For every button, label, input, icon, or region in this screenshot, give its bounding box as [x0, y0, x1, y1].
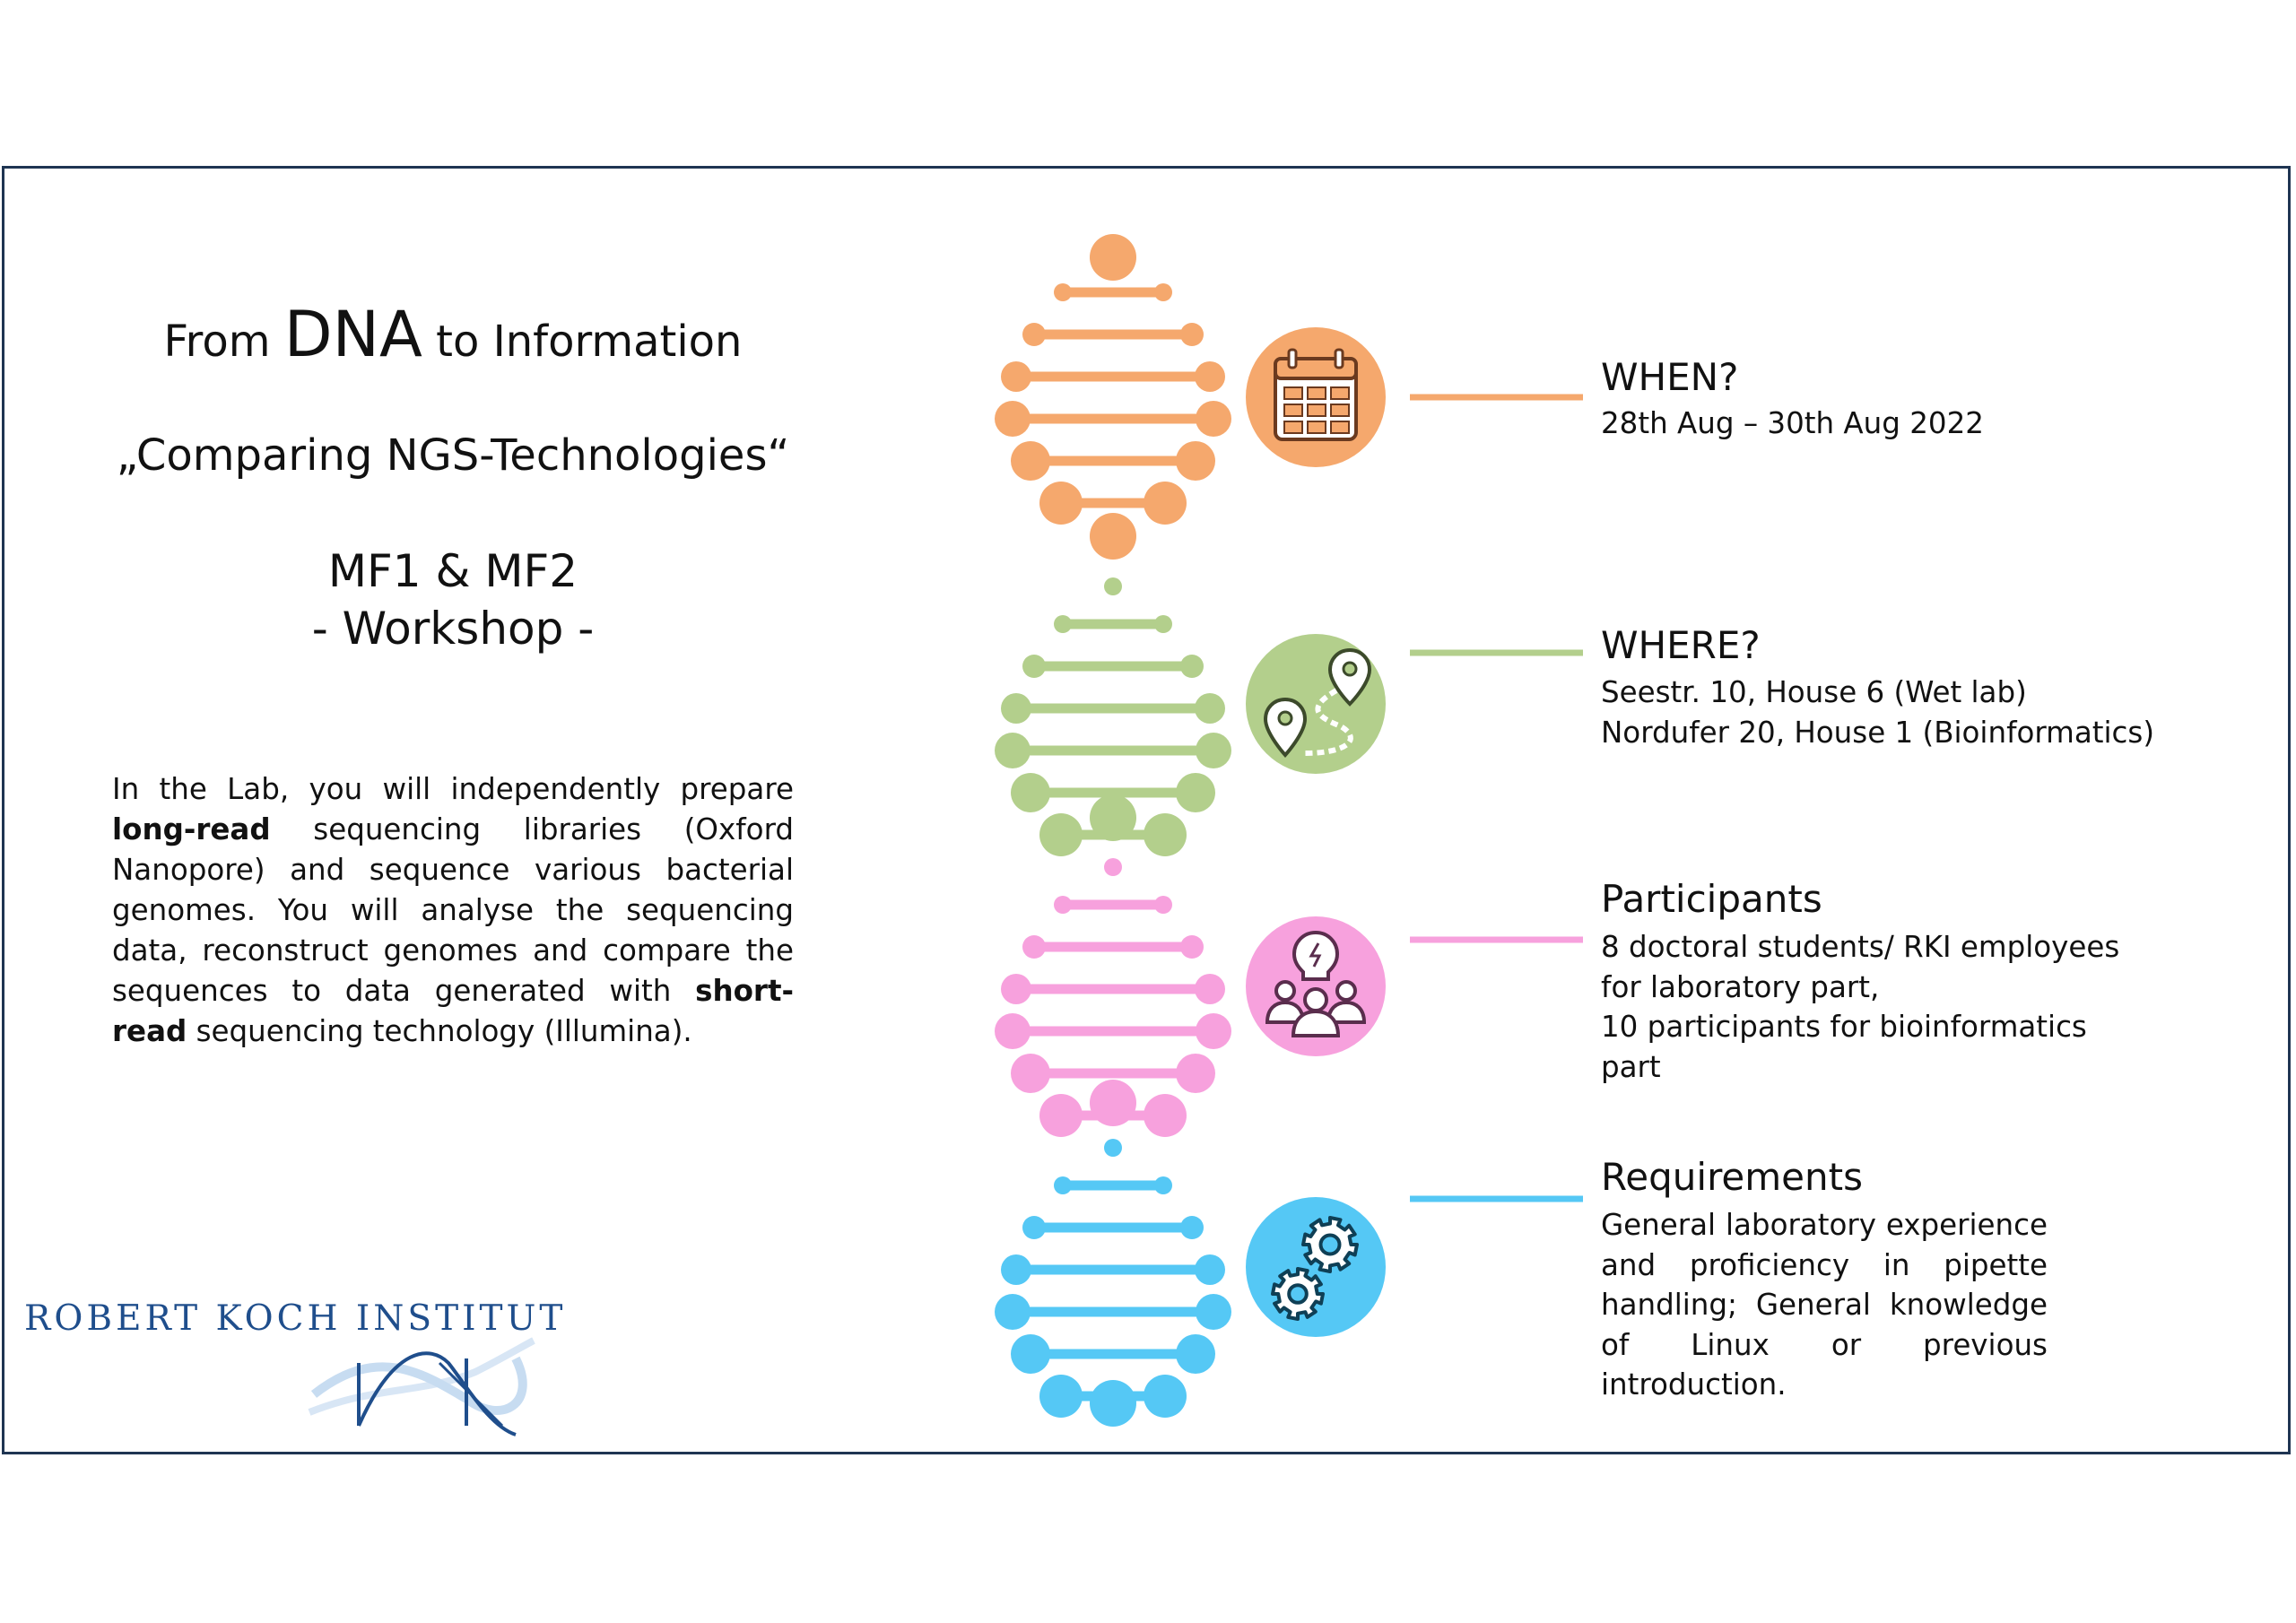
- dna-base: [1090, 234, 1136, 281]
- title-line-1: From DNA to Information: [163, 298, 743, 371]
- dna-rung: [1031, 1350, 1196, 1359]
- when-heading: WHEN?: [1601, 355, 1739, 399]
- participants-line: part: [1601, 1049, 1661, 1084]
- dna-rung: [1034, 942, 1192, 952]
- participants-line: 8 doctoral students/ RKI employees: [1601, 930, 2120, 964]
- dna-base: [1180, 323, 1204, 346]
- dna-base: [1195, 974, 1225, 1004]
- map-route-icon: [1246, 634, 1386, 774]
- dna-base: [1196, 401, 1231, 437]
- dna-base: [1195, 361, 1225, 392]
- title-line-4: - Workshop -: [311, 603, 595, 655]
- dna-base: [1104, 858, 1122, 876]
- dna-rung: [1031, 456, 1196, 466]
- dna-rung: [1016, 985, 1210, 994]
- where-line: Nordufer 20, House 1 (Bioinformatics): [1601, 715, 2155, 750]
- dna-base: [1090, 513, 1136, 560]
- bold-long-read: long-read: [112, 812, 271, 846]
- workshop-description: In the Lab, you will independently prepare long-read sequencing libraries (Oxford Nanopore) and sequence various bacterial genomes. You will analyse the sequencing data, reconstruct genomes and compare the sequences to data generated with short-read sequencing technology (Illumina).: [112, 772, 794, 1048]
- dna-base: [1090, 1080, 1136, 1126]
- dna-rung: [1063, 620, 1163, 629]
- rki-logo-text: ROBERT KOCH INSTITUT: [24, 1298, 567, 1339]
- dna-rung: [1063, 288, 1163, 298]
- dna-base: [1104, 577, 1122, 595]
- team-idea-icon: [1246, 916, 1386, 1056]
- dna-base: [1001, 361, 1031, 392]
- dna-base: [1039, 813, 1083, 856]
- dna-base: [1022, 935, 1046, 959]
- dna-rung: [1016, 704, 1210, 714]
- dna-base: [1196, 1013, 1231, 1049]
- dna-base: [1054, 896, 1072, 914]
- dna-base: [1144, 813, 1187, 856]
- dna-base: [1011, 773, 1050, 812]
- dna-rung: [1013, 746, 1213, 756]
- dna-base: [1196, 1294, 1231, 1330]
- dna-rung: [1034, 662, 1192, 672]
- dna-base: [995, 1013, 1031, 1049]
- dna-base: [1180, 1216, 1204, 1239]
- dna-base: [1176, 1054, 1215, 1093]
- dna-base: [1176, 441, 1215, 481]
- where-heading: WHERE?: [1601, 623, 1761, 667]
- dna-rung: [1013, 414, 1213, 424]
- dna-base: [1144, 1375, 1187, 1418]
- dna-base: [1039, 1375, 1083, 1418]
- dna-base: [1180, 655, 1204, 678]
- dna-base: [1054, 1176, 1072, 1194]
- dna-base: [1154, 1176, 1172, 1194]
- dna-rung: [1016, 372, 1210, 382]
- rki-logo-icon: [309, 1341, 534, 1435]
- dna-base: [1195, 1254, 1225, 1285]
- dna-rung: [1034, 1223, 1192, 1233]
- dna-rung: [1016, 1265, 1210, 1275]
- dna-base: [1176, 1334, 1215, 1374]
- participants-line: 10 participants for bioinformatics: [1601, 1010, 2087, 1044]
- dna-base: [1196, 733, 1231, 768]
- participants-line: for laboratory part,: [1601, 969, 1880, 1004]
- bold-short-read: short-read: [112, 974, 794, 1048]
- gears-icon: [1246, 1197, 1386, 1337]
- dna-base: [1176, 773, 1215, 812]
- dna-base: [1144, 482, 1187, 525]
- dna-base: [1154, 283, 1172, 301]
- participants-heading: Participants: [1601, 877, 1822, 921]
- title-line-3: MF1 & MF2: [327, 545, 578, 597]
- dna-rung: [1031, 1069, 1196, 1079]
- requirements-heading: Requirements: [1601, 1155, 1863, 1199]
- dna-base: [1001, 693, 1031, 724]
- dna-base: [1054, 283, 1072, 301]
- gear-icon: [1303, 1218, 1357, 1271]
- dna-base: [995, 1294, 1031, 1330]
- dna-base: [1022, 1216, 1046, 1239]
- dna-base: [1154, 615, 1172, 633]
- dna-base: [1090, 794, 1136, 841]
- dna-base: [995, 401, 1031, 437]
- dna-base: [1180, 935, 1204, 959]
- dna-base: [1144, 1094, 1187, 1137]
- when-body: [1601, 404, 1984, 444]
- dna-base: [1195, 693, 1225, 724]
- dna-base: [1001, 974, 1031, 1004]
- dna-base: [1022, 655, 1046, 678]
- dna-rung: [1063, 900, 1163, 910]
- dna-base: [1011, 441, 1050, 481]
- dna-rung: [1013, 1027, 1213, 1037]
- dna-rung: [1063, 1181, 1163, 1191]
- dna-base: [1054, 615, 1072, 633]
- dna-base: [1011, 1334, 1050, 1374]
- participants-body: [1601, 927, 2119, 1087]
- dna-rung: [1034, 330, 1192, 340]
- where-line: Seestr. 10, House 6 (Wet lab): [1601, 675, 2027, 709]
- dna-base: [1011, 1054, 1050, 1093]
- dna-base: [995, 733, 1031, 768]
- requirements-body: General laboratory experience and proficiency in pipette handling; General knowledge of Linux or previous introduction.: [1601, 1208, 2048, 1402]
- title-dna: DNA: [283, 298, 422, 371]
- dna-base: [1104, 1139, 1122, 1157]
- dna-rung: [1013, 1307, 1213, 1317]
- when-line: 28th Aug – 30th Aug 2022: [1601, 406, 1984, 440]
- where-body: [1601, 673, 2154, 752]
- gear-icon: [1273, 1269, 1323, 1319]
- dna-base: [1039, 482, 1083, 525]
- title-line-2: „Comparing NGS-Technologies“: [116, 430, 790, 481]
- dna-base: [1022, 323, 1046, 346]
- dna-base: [1090, 1380, 1136, 1427]
- calendar-icon: [1246, 327, 1386, 467]
- dna-base: [1001, 1254, 1031, 1285]
- dna-base: [1154, 896, 1172, 914]
- dna-base: [1039, 1094, 1083, 1137]
- dna-helix: [995, 234, 1231, 1427]
